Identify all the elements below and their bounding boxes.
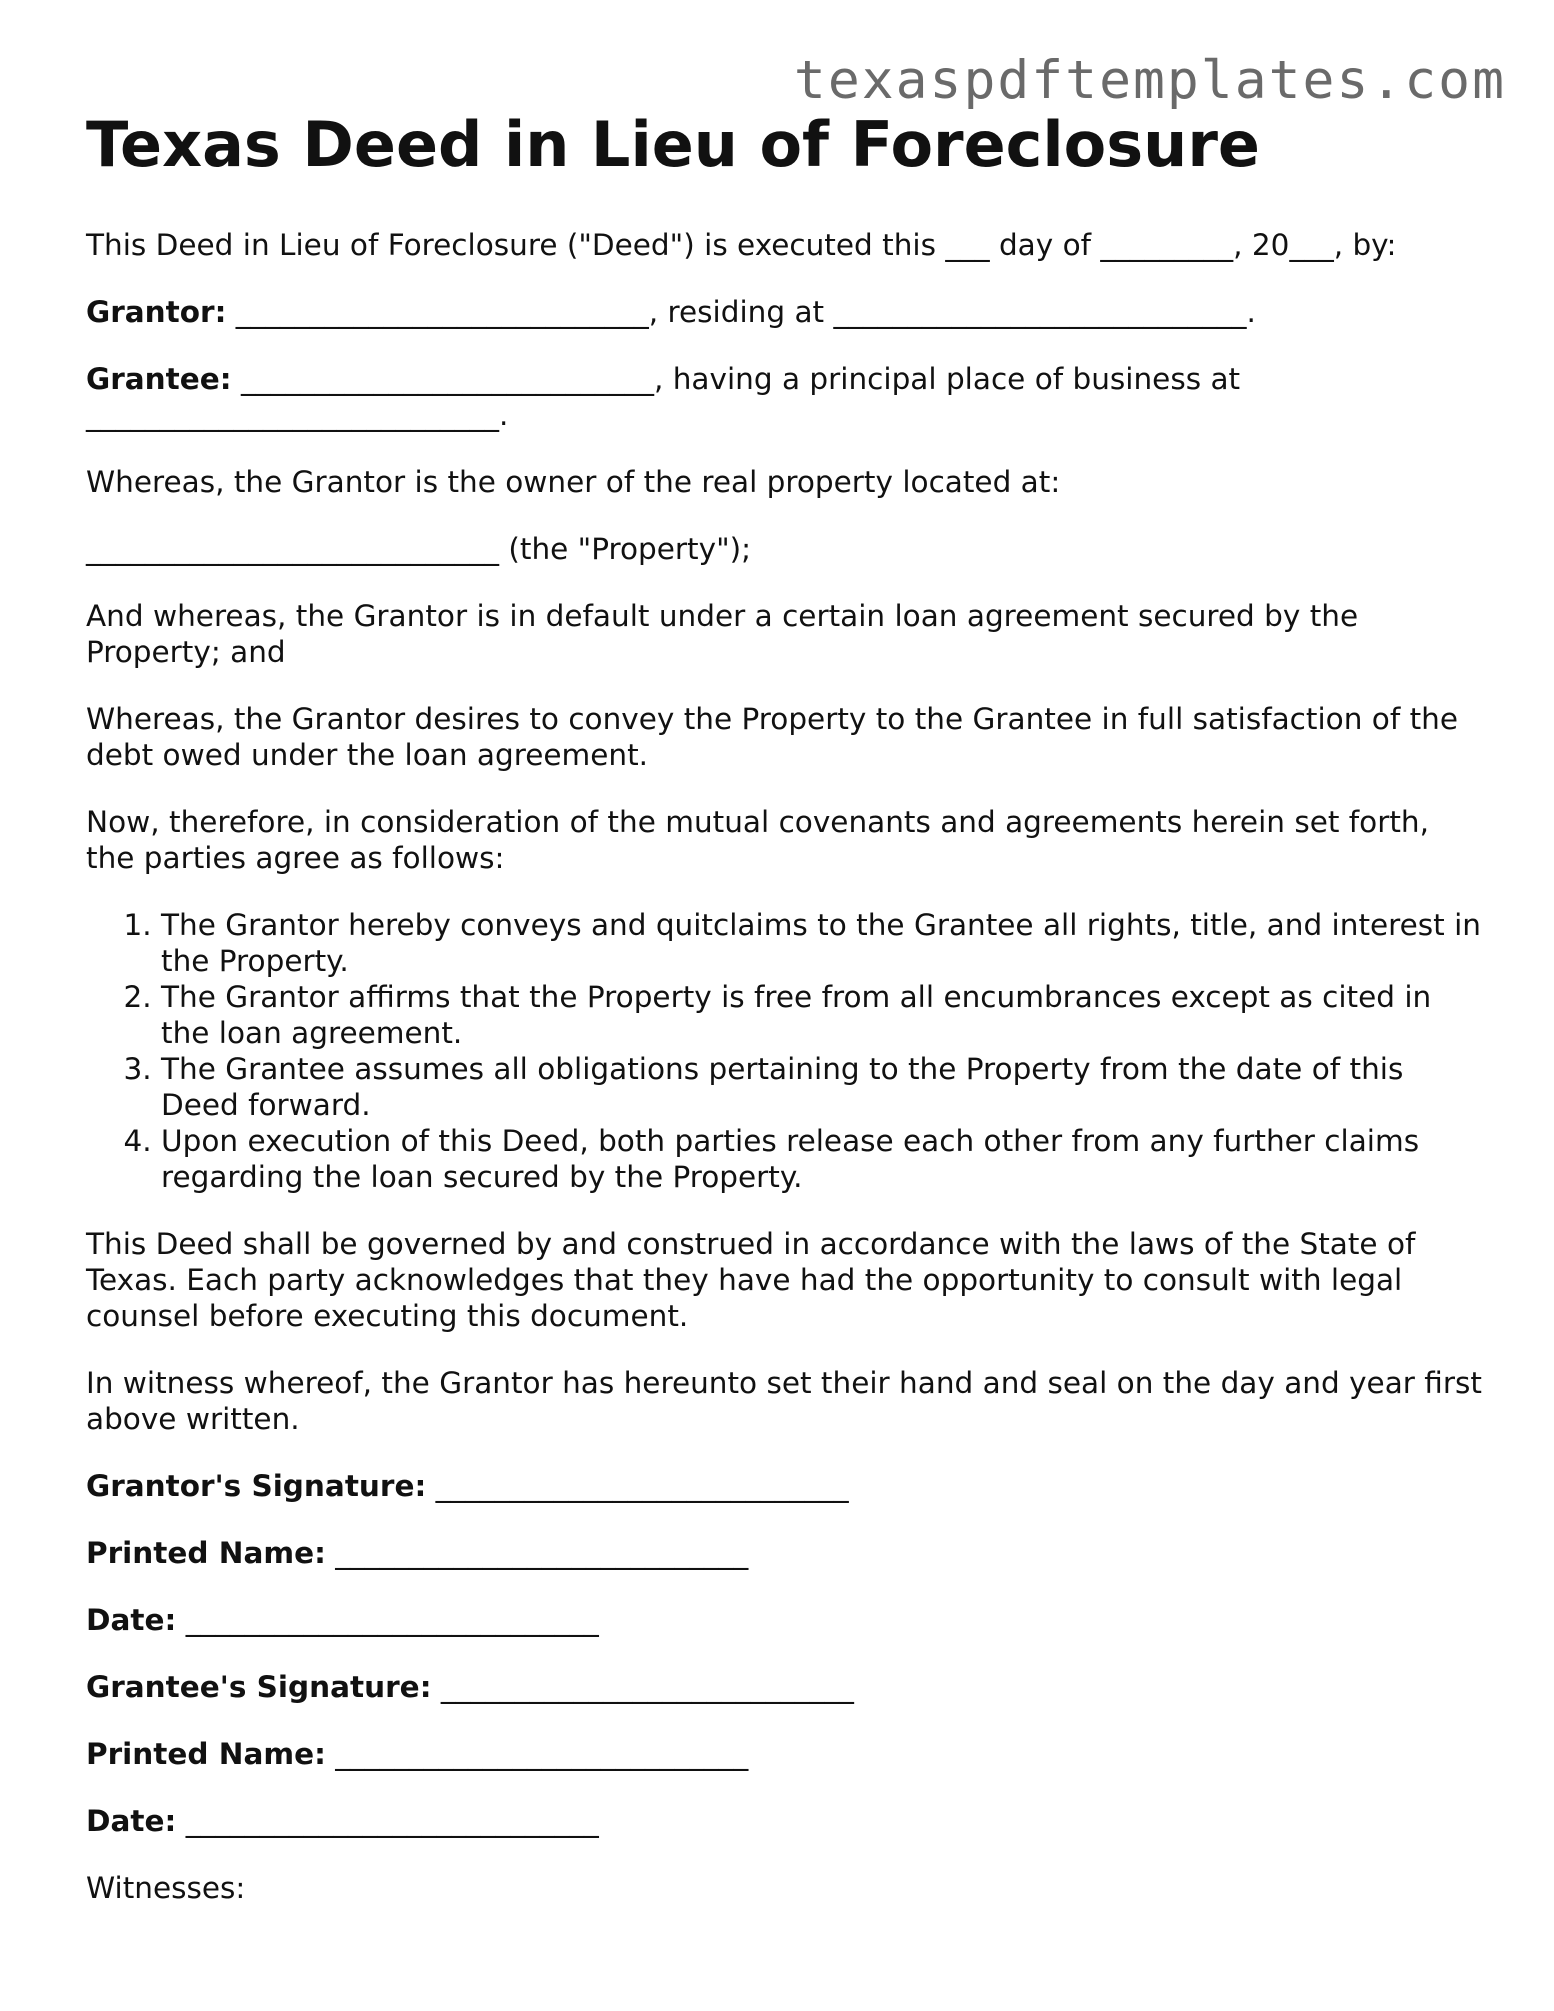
grantor-printed-name-line bbox=[86, 1535, 1486, 1571]
grantee-signature-line bbox=[86, 1669, 1486, 1705]
grantor-date-blank: ____________________________ bbox=[176, 1603, 599, 1637]
grantee-printed-name-blank: ____________________________ bbox=[325, 1737, 749, 1771]
watermark: texaspdftemplates.com bbox=[793, 50, 1506, 111]
grantee-signature-blank: ____________________________ bbox=[431, 1670, 854, 1704]
intro-paragraph: This Deed in Lieu of Foreclosure ("Deed") is executed this ___ day of _________, 20___, by: bbox=[86, 228, 1397, 262]
clause-item: 2. The Grantor affirms that the Property is free from all encumbrances except as cited in the loan agreement. bbox=[161, 979, 1486, 1051]
property-line: ____________________________ (the "Property"); bbox=[86, 532, 752, 566]
grantor-signature-label: Grantor's Signature: bbox=[86, 1469, 427, 1503]
grantor-date-line bbox=[86, 1602, 1486, 1638]
grantee-date-blank: ____________________________ bbox=[176, 1804, 599, 1838]
document-title: Texas Deed in Lieu of Foreclosure bbox=[86, 108, 1260, 181]
grantee-blank-text: ____________________________, having a principal place of business at ____________________________. bbox=[86, 362, 1241, 432]
grantee-printed-name-label: Printed Name: bbox=[86, 1737, 326, 1771]
witness-whereof-paragraph: In witness whereof, the Grantor has hereunto set their hand and seal on the day and year first above written. bbox=[86, 1366, 1482, 1436]
whereas-default-paragraph: And whereas, the Grantor is in default under a certain loan agreement secured by the Property; and bbox=[86, 599, 1359, 669]
grantor-signature-line bbox=[86, 1468, 1486, 1504]
whereas-owner-paragraph: Whereas, the Grantor is the owner of the real property located at: bbox=[86, 465, 1061, 499]
grantee-signature-label: Grantee's Signature: bbox=[86, 1670, 432, 1704]
grantee-date-line bbox=[86, 1803, 1486, 1839]
now-therefore-paragraph: Now, therefore, in consideration of the mutual covenants and agreements herein set forth, the parties agree as follows: bbox=[86, 805, 1429, 875]
whereas-convey-paragraph: Whereas, the Grantor desires to convey the Property to the Grantee in full satisfaction of the debt owed under the loan agreement. bbox=[86, 702, 1459, 772]
witnesses-label: Witnesses: bbox=[86, 1871, 246, 1905]
grantor-signature-blank: ____________________________ bbox=[426, 1469, 849, 1503]
grantee-line bbox=[86, 361, 1486, 433]
clause-item: 4. Upon execution of this Deed, both parties release each other from any further claims regarding the loan secured by the Property. bbox=[161, 1123, 1486, 1195]
grantor-printed-name-blank: ____________________________ bbox=[325, 1536, 749, 1570]
grantor-date-label: Date: bbox=[86, 1603, 177, 1637]
clause-item: 1. The Grantor hereby conveys and quitclaims to the Grantee all rights, title, and interest in the Property. bbox=[161, 907, 1486, 979]
grantee-label: Grantee: bbox=[86, 362, 232, 396]
clause-item: 3. The Grantee assumes all obligations pertaining to the Property from the date of this Deed forward. bbox=[161, 1051, 1486, 1123]
document-page bbox=[86, 105, 1486, 1937]
governing-law-paragraph: This Deed shall be governed by and construed in accordance with the laws of the State of Texas. Each party acknowledges that they have had the opportunity to consult with legal counsel before executing this document. bbox=[86, 1227, 1416, 1333]
clauses-list bbox=[86, 907, 1486, 1195]
grantor-line bbox=[86, 294, 1486, 330]
grantor-printed-name-label: Printed Name: bbox=[86, 1536, 326, 1570]
grantee-date-label: Date: bbox=[86, 1804, 177, 1838]
grantor-label: Grantor: bbox=[86, 295, 227, 329]
grantee-printed-name-line bbox=[86, 1736, 1486, 1772]
grantor-blank-text: ____________________________, residing at ____________________________. bbox=[226, 295, 1256, 329]
